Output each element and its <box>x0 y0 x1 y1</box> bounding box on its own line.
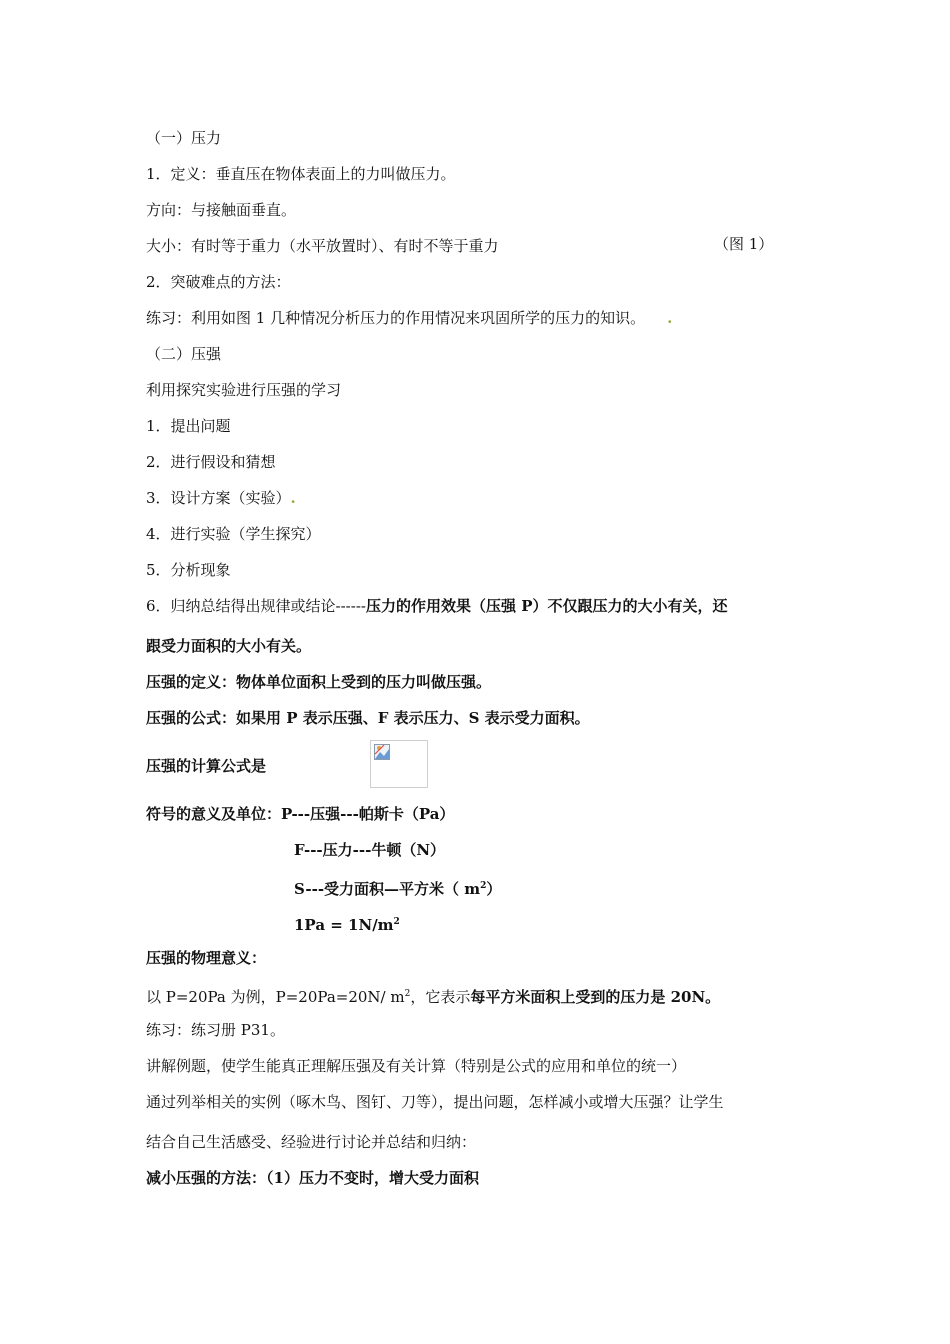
symbol-units: 符号的意义及单位：P---压强---帕斯卡（Pa） <box>146 805 455 823</box>
formula-image <box>370 740 428 788</box>
inquiry-intro: 利用探究实验进行压强的学习 <box>146 381 342 399</box>
physical-meaning-heading: 压强的物理意义： <box>146 949 267 967</box>
example-bold: 每平方米面积上受到的压力是 20N。 <box>470 988 721 1006</box>
section-heading-pressure-intensity: （二）压强 <box>146 345 222 363</box>
example-mid: ，它表示 <box>410 988 471 1006</box>
mark-dot: . <box>667 309 673 327</box>
pressure-direction: 方向：与接触面垂直。 <box>146 201 297 219</box>
discuss-line: 结合自己生活感受、经验进行讨论并总结和归纳： <box>146 1133 477 1151</box>
formula-label: 压强的计算公式是 <box>146 757 267 775</box>
step6-continuation: 跟受力面积的大小有关。 <box>146 637 312 655</box>
section-heading-pressure: （一）压力 <box>146 129 222 147</box>
example-prefix: 以 P=20Pa 为例，P=20Pa=20N/ m <box>146 988 405 1006</box>
step-item: 2．进行假设和猜想 <box>146 453 276 471</box>
formula-description: 压强的公式：如果用 P 表示压强、F 表示压力、S 表示受力面积。 <box>146 709 590 727</box>
unit-area-text: S---受力面积—平方米（ m <box>294 880 481 898</box>
step6-prefix: 6．归纳总结得出规律或结论------ <box>146 597 366 615</box>
step-item-conclusion <box>146 596 727 616</box>
unit-area <box>294 876 501 899</box>
step-item: 1．提出问题 <box>146 417 231 435</box>
step-text: 3．设计方案（实验） <box>146 489 291 507</box>
superscript: 2 <box>393 917 400 927</box>
unit-force: F---压力---牛顿（N） <box>294 841 446 859</box>
exercise-text: 练习：利用如图 1 几种情况分析压力的作用情况来巩固所学的压力的知识。 <box>146 309 646 327</box>
practice-line: 练习：练习册 P31。 <box>146 1021 285 1039</box>
pressure-exercise <box>146 308 672 328</box>
difficulty-method: 2．突破难点的方法： <box>146 273 291 291</box>
superscript: 2 <box>480 881 487 891</box>
figure-label: （图 1） <box>714 235 774 253</box>
step-item: 4．进行实验（学生探究） <box>146 525 321 543</box>
pressure-magnitude: 大小：有时等于重力（水平放置时）、有时不等于重力 <box>146 237 499 255</box>
reduce-pressure-methods: 减小压强的方法：（1）压力不变时，增大受力面积 <box>146 1169 479 1187</box>
discuss-line: 通过列举相关的实例（啄木鸟、图钉、刀等），提出问题，怎样减小或增大压强？让学生 <box>146 1093 724 1111</box>
pascal-text: 1Pa = 1N/m <box>294 916 394 934</box>
step-item: 5．分析现象 <box>146 561 231 579</box>
step-item <box>146 488 296 508</box>
pressure-definition: 1．定义：垂直压在物体表面上的力叫做压力。 <box>146 165 456 183</box>
broken-image-icon <box>374 744 390 760</box>
step6-bold: 压力的作用效果（压强 P）不仅跟压力的大小有关，还 <box>365 597 728 615</box>
unit-pascal <box>294 912 400 935</box>
superscript: 2 <box>404 989 411 999</box>
explain-line: 讲解例题，使学生能真正理解压强及有关计算（特别是公式的应用和单位的统一） <box>146 1057 687 1075</box>
unit-area-close: ） <box>486 880 502 898</box>
intensity-definition: 压强的定义：物体单位面积上受到的压力叫做压强。 <box>146 673 492 691</box>
physical-meaning-example <box>146 984 720 1007</box>
mark-dot: . <box>290 489 296 507</box>
